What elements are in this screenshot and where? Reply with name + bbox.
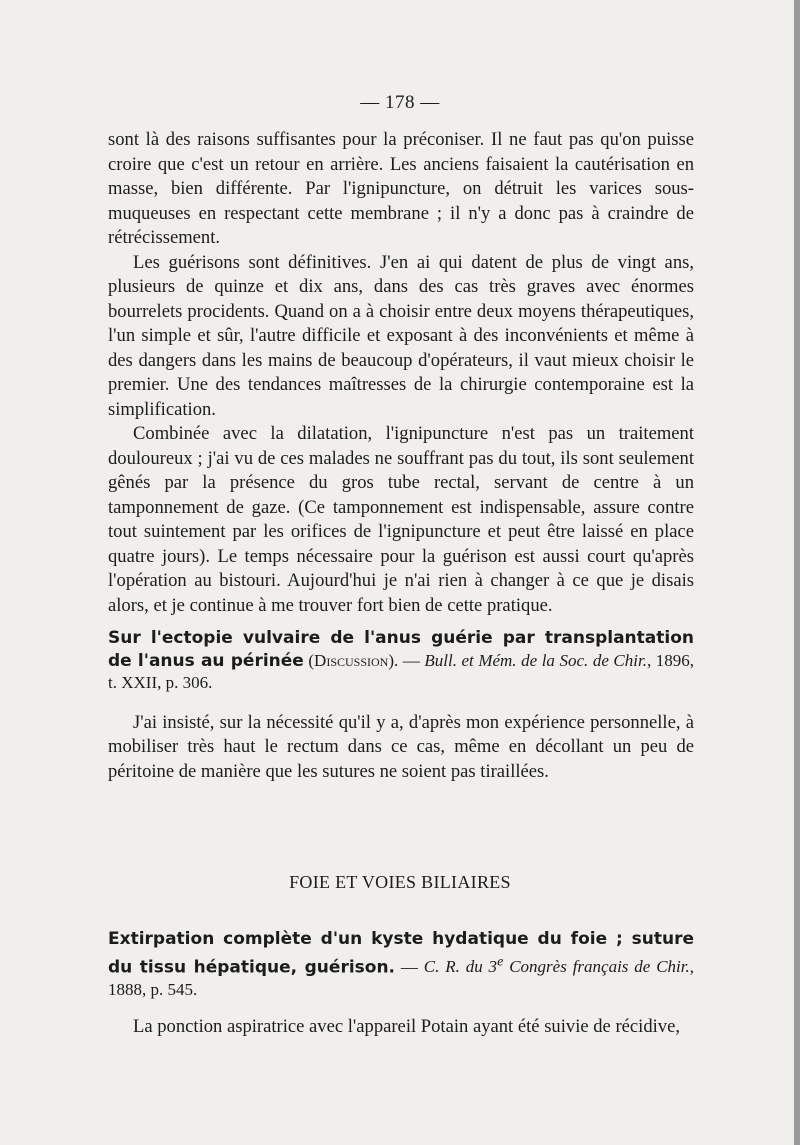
article-source: Bull. et Mém. de la Soc. de Chir.	[424, 650, 647, 670]
article-source: C. R. du 3e Congrès français de Chir.	[423, 953, 690, 977]
paragraph-continuation: sont là des raisons suffisantes pour la préconiser. Il ne faut pas qu'on puisse croire que c'est un retour en arrière. Les anciens faisaient la cautérisation en masse, bien différente. Par l'ignipuncture, on détruit les varices sous-muqueuses en respectant cette membrane ; il n'y a donc pas à craindre de rétrécissement.	[108, 129, 694, 248]
article-title: Sur l'ectopie vulvaire de l'anus guérie par transplantation de l'anus au périnée	[108, 628, 694, 671]
article-tag: (Discussion).	[308, 650, 399, 670]
paragraph-guerisons: Les guérisons sont définitives. J'en ai qui datent de plus de vingt ans, plusieurs de quinze et dix ans, dans des cas très graves avec énormes bourrelets procidents. Quand on a à choisir entre deux moyens thérapeutiques, l'un simple et sûr, l'autre difficile et exposant à des inconvénients et même à des dangers dans les mains de beaucoup d'opérateurs, il vaut mieux choisir le premier. Une des tendances maîtresses de la chirurgie contemporaine est la simplification.	[108, 251, 694, 420]
paragraph-dilatation: Combinée avec la dilatation, l'ignipuncture n'est pas un traitement douloureux ; j'ai vu de ces malades ne souffrant pas du tout, ils sont seulement gênés par la présence du gros tube rectal, servant de centre à un tamponnement de gaze. (Ce tamponnement est indispensable, assure contre tout suintement par les orifices de l'ignipuncture et peut être laissé en place quatre jours). Le temps nécessaire pour la guérison est aussi court qu'après l'opération au bistouri. Aujourd'hui je n'ai rien à changer à ce que je disais alors, et je continue à me trouver fort bien de cette pratique.	[108, 423, 694, 616]
scan-edge	[794, 0, 800, 1145]
page-number: — 178 —	[360, 92, 440, 113]
article-dash: —	[398, 650, 425, 670]
article-dash: —	[395, 957, 424, 977]
article-reference: , 1888, p. 545.	[108, 957, 694, 999]
article-body: J'ai insisté, sur la nécessité qu'il y a, d'après mon expérience personnelle, à mobiliser très haut le rectum dans ce cas, même en décollant un peu de péritoine de manière que les sutures ne soient pas tiraillées.	[108, 711, 694, 782]
article-title: Extirpation complète d'un kyste hydatique du foie ; suture du tissu hépatique, guérison.	[108, 929, 694, 978]
section-title: FOIE ET VOIES BILIAIRES	[289, 872, 511, 892]
article-reference: , 1896, t. XXII, p. 306.	[108, 650, 695, 692]
article-kyste	[108, 928, 694, 1040]
article-heading	[108, 928, 694, 1001]
continued-text	[108, 128, 694, 618]
article-body: La ponction aspiratrice avec l'appareil Potain ayant été suivie de récidive,	[133, 1016, 680, 1038]
article-ectopie	[108, 627, 694, 784]
article-heading	[108, 627, 694, 695]
